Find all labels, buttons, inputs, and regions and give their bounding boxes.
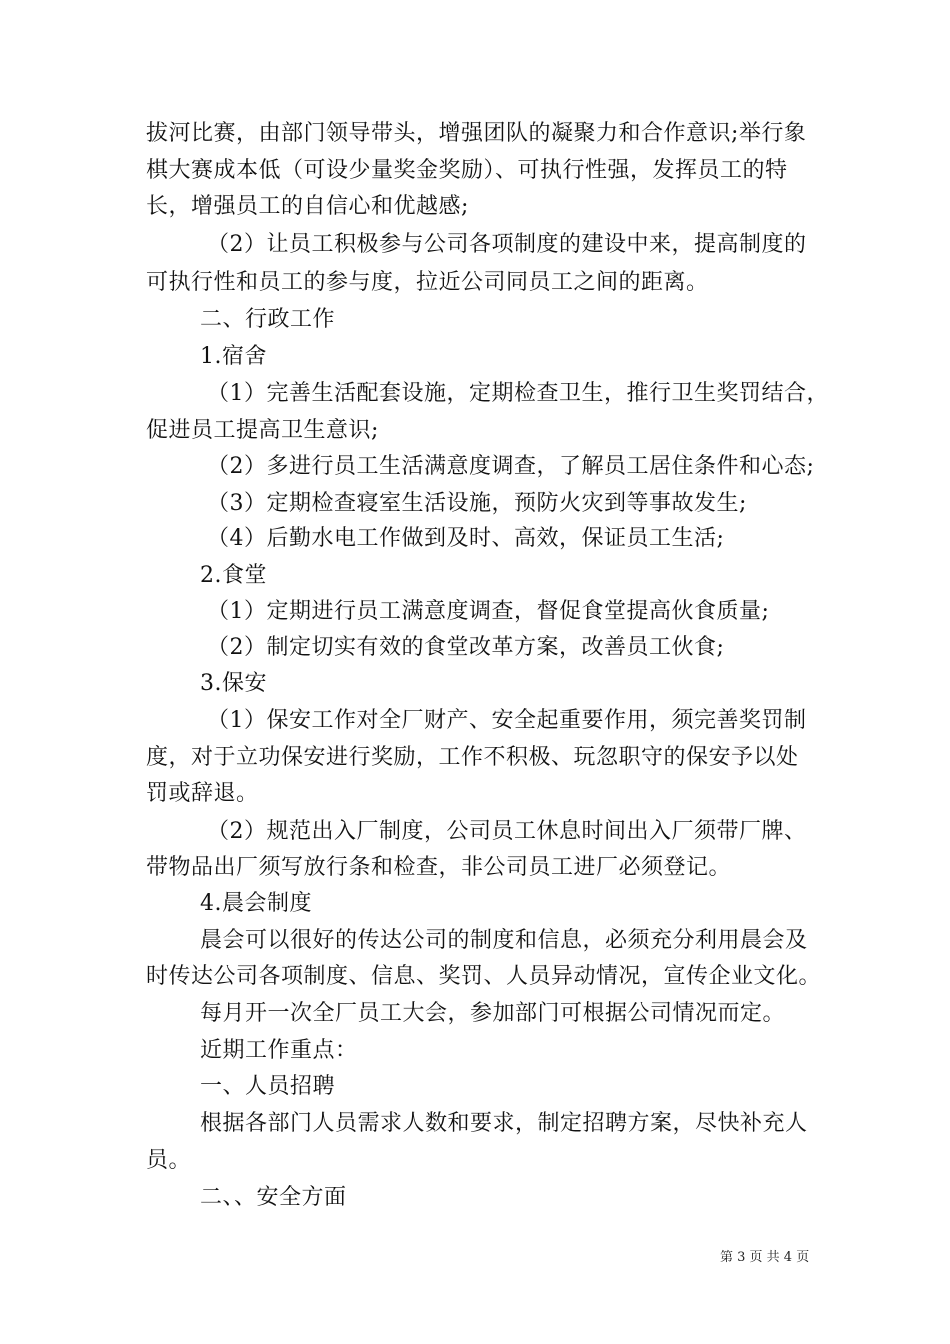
text-line: 促进员工提高卫生意识; — [146, 418, 379, 443]
text-line: 罚或辞退。 — [146, 781, 259, 806]
section-heading: 二、行政工作 — [200, 307, 336, 332]
text-line: 员。 — [146, 1148, 192, 1173]
text-line: （2）规范出入厂制度，公司员工休息时间出入厂须带厂牌、 — [207, 819, 807, 844]
subsection-heading: 2.食堂 — [200, 563, 267, 588]
text-line: 根据各部门人员需求人数和要求，制定招聘方案，尽快补充人 — [200, 1111, 808, 1136]
section-heading: 一、人员招聘 — [200, 1074, 336, 1099]
text-line: 晨会可以很好的传达公司的制度和信息，必须充分利用晨会及 — [200, 928, 808, 953]
text-line: 近期工作重点： — [200, 1038, 358, 1063]
text-line: 长，增强员工的自信心和优越感; — [146, 194, 469, 219]
text-line: 时传达公司各项制度、信息、奖罚、人员异动情况，宣传企业文化。 — [146, 964, 822, 989]
subsection-heading: 1.宿舍 — [200, 344, 267, 369]
text-line: 度，对于立功保安进行奖励，工作不积极、玩忽职守的保安予以处 — [146, 745, 799, 770]
subsection-heading: 3.保安 — [200, 671, 267, 696]
text-line: （2）多进行员工生活满意度调查，了解员工居住条件和心态; — [207, 454, 815, 479]
section-heading: 二、、安全方面 — [200, 1185, 347, 1210]
text-line: （4）后勤水电工作做到及时、高效，保证员工生活; — [207, 526, 725, 551]
text-line: 拔河比赛，由部门领导带头，增强团队的凝聚力和合作意识;举行象 — [146, 121, 807, 146]
text-line: （1）完善生活配套设施，定期检查卫生，推行卫生奖罚结合， — [207, 381, 829, 406]
text-line: （2）让员工积极参与公司各项制度的建设中来，提高制度的 — [207, 232, 807, 257]
text-line: 棋大赛成本低（可设少量奖金奖励）、可执行性强，发挥员工的特 — [146, 158, 788, 183]
text-line: 可执行性和员工的参与度，拉近公司同员工之间的距离。 — [146, 270, 709, 295]
text-line: 每月开一次全厂员工大会，参加部门可根据公司情况而定。 — [200, 1001, 786, 1026]
text-line: （1）定期进行员工满意度调查，督促食堂提高伙食质量; — [207, 599, 770, 624]
subsection-heading: 4.晨会制度 — [200, 891, 312, 916]
text-line: （1）保安工作对全厂财产、安全起重要作用，须完善奖罚制 — [207, 708, 807, 733]
text-line: 带物品出厂须写放行条和检查，非公司员工进厂必须登记。 — [146, 855, 732, 880]
page-number: 第 3 页 共 4 页 — [720, 1250, 810, 1265]
text-line: （2）制定切实有效的食堂改革方案，改善员工伙食; — [207, 635, 725, 660]
text-line: （3）定期检查寝室生活设施，预防火灾到等事故发生; — [207, 491, 747, 516]
